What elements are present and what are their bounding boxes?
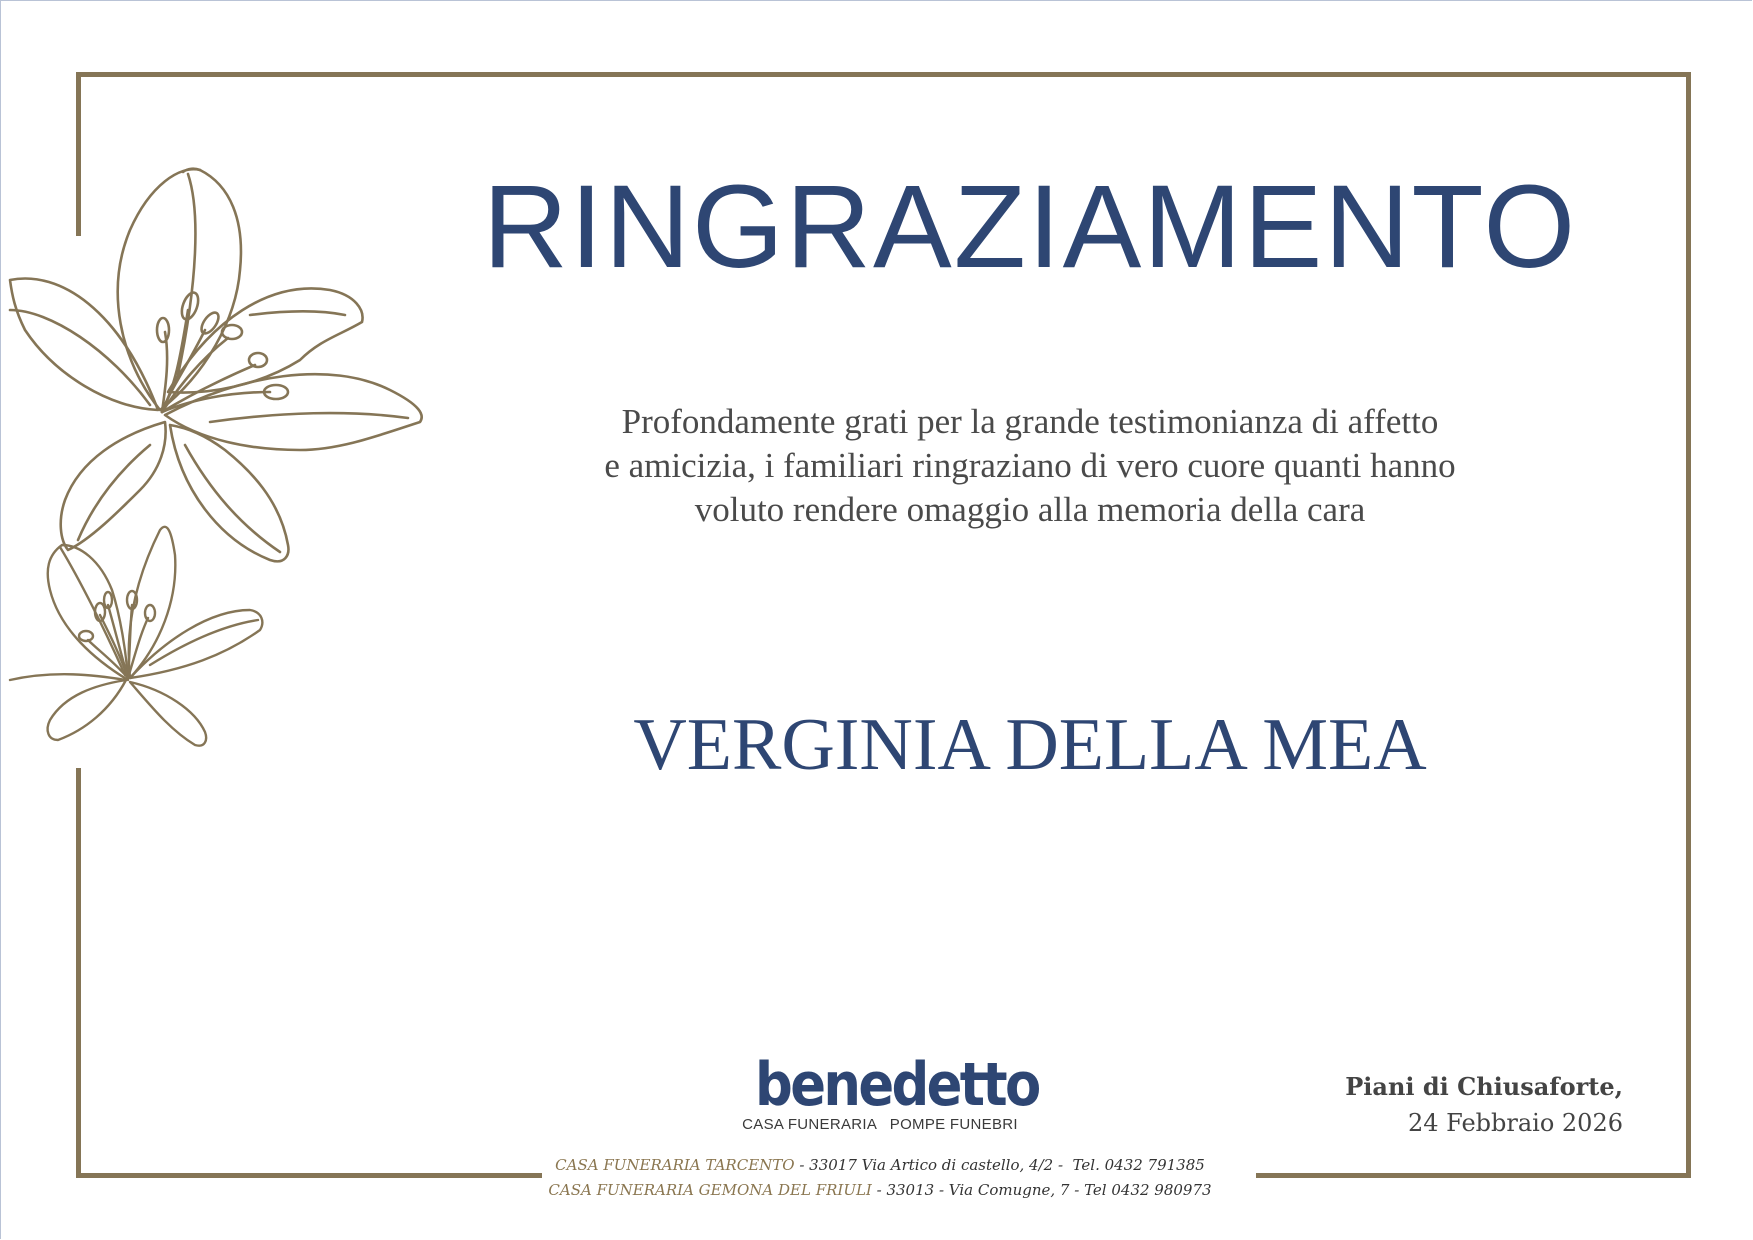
page-title: RINGRAZIAMENTO — [482, 161, 1578, 293]
date: 24 Febbraio 2026 — [1407, 1109, 1623, 1137]
deceased-name: VERGINIA DELLA MEA — [633, 704, 1427, 786]
address-line — [500, 1155, 1260, 1175]
funeral-home-logo — [738, 1050, 1039, 1134]
logo-wordmark: benedetto — [755, 1050, 1039, 1120]
frame-top-border — [76, 72, 1691, 77]
frame-right-border — [1686, 72, 1691, 1178]
lily-flower-small-icon — [10, 527, 262, 746]
message-line: e amicizia, i familiari ringraziano di vero cuore quanti hanno — [604, 446, 1456, 485]
address-details: - 33017 Via Artico di castello, 4/2 - Tel. 0432 791385 — [794, 1156, 1205, 1174]
frame-bottom-border-left — [76, 1173, 542, 1178]
lily-flower-large-icon — [10, 169, 422, 562]
message-line: voluto rendere omaggio alla memoria della cara — [694, 490, 1366, 529]
address-line — [500, 1180, 1260, 1200]
thank-you-message — [440, 400, 1620, 532]
address-name: CASA FUNERARIA TARCENTO — [555, 1156, 795, 1174]
message-line: Profondamente grati per la grande testimonianza di affetto — [621, 402, 1439, 441]
frame-bottom-border-right — [1256, 1173, 1691, 1178]
lily-illustration — [0, 160, 440, 760]
place: Piani di Chiusaforte, — [1345, 1072, 1623, 1101]
address-name: CASA FUNERARIA GEMONA DEL FRIULI — [548, 1181, 872, 1199]
frame-left-border-lower — [76, 768, 81, 1178]
address-details: - 33013 - Via Comugne, 7 - Tel 0432 980973 — [871, 1181, 1212, 1199]
logo-tagline: CASA FUNERARIA POMPE FUNEBRI — [742, 1116, 1018, 1133]
